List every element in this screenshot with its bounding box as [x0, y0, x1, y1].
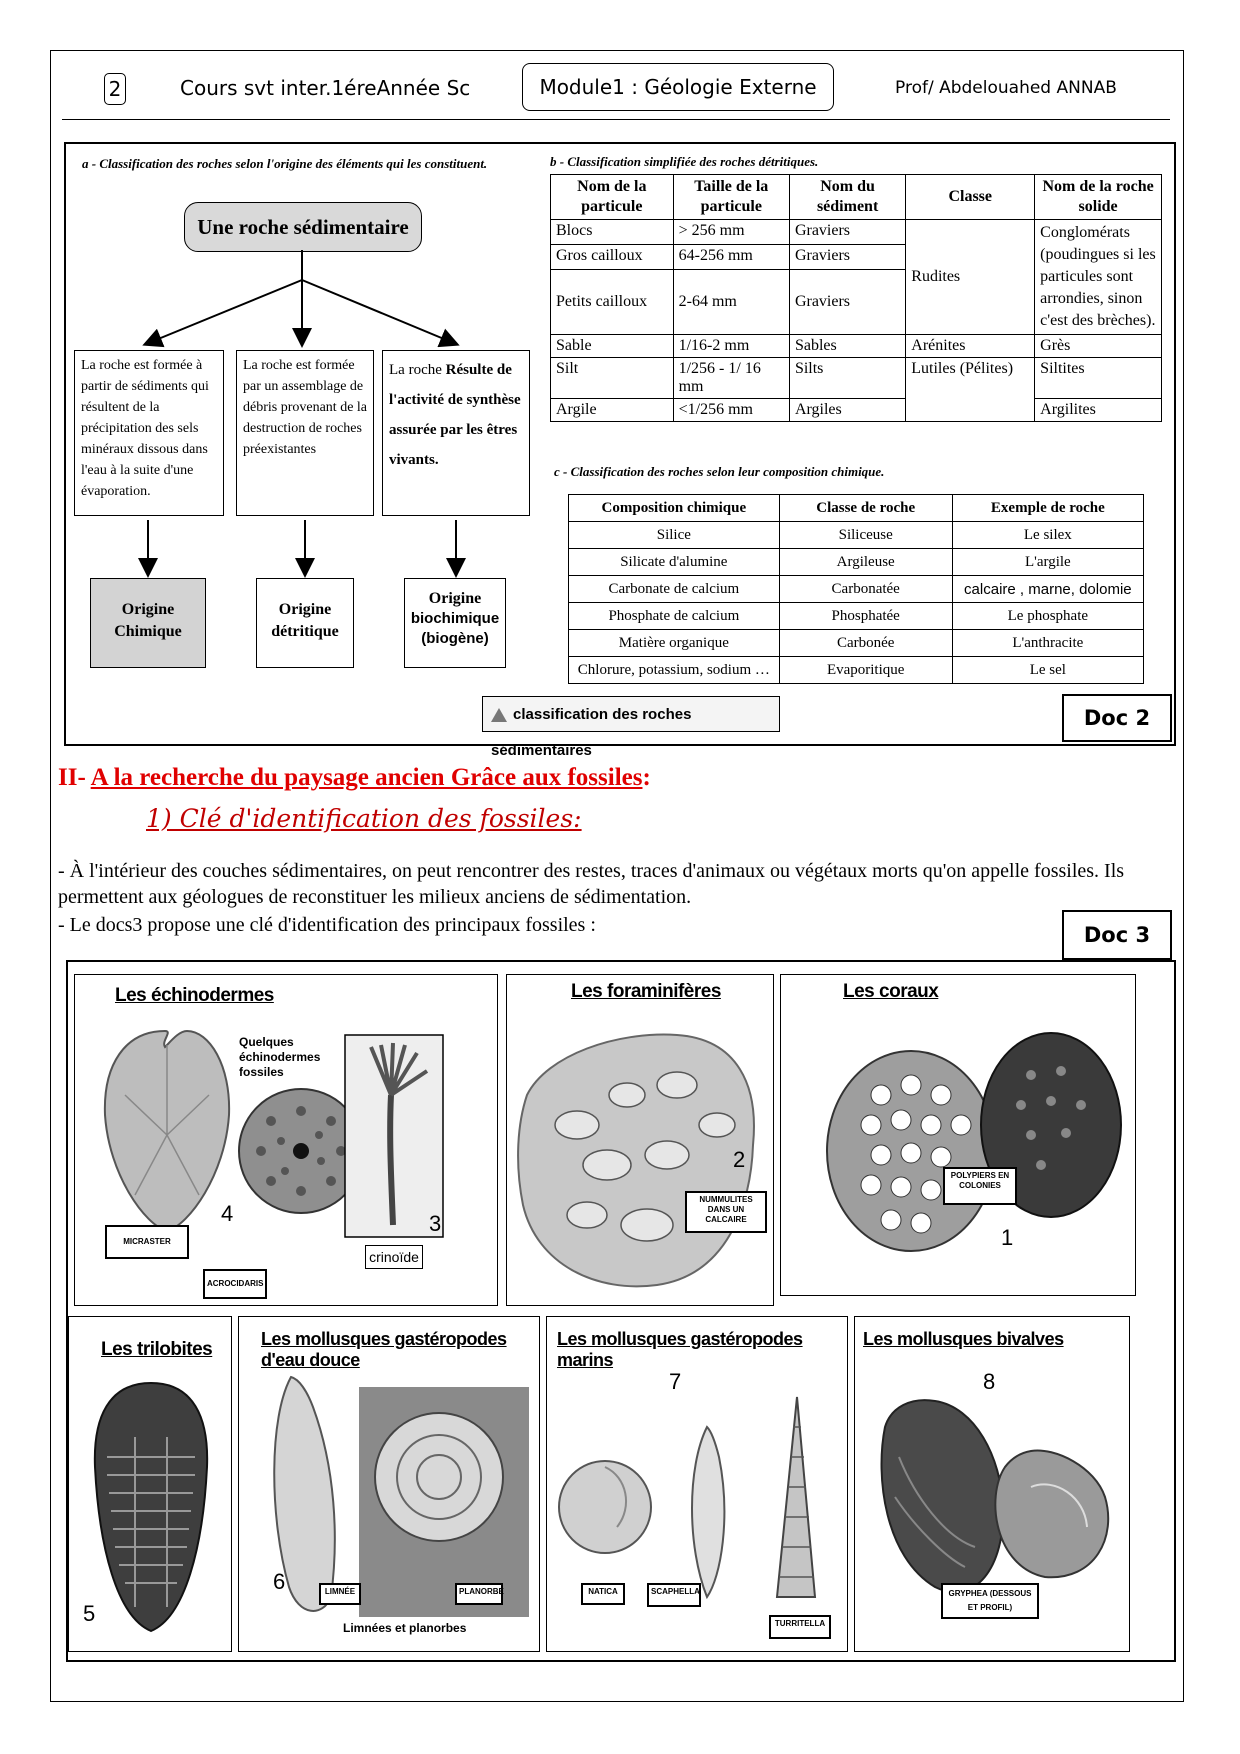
label-acrocidaris: ACROCIDARIS	[203, 1269, 267, 1299]
cell: Le silex	[952, 522, 1143, 549]
section-title: A la recherche du paysage ancien Grâce aux fossiles	[90, 764, 643, 791]
label-gryphea: GRYPHEA (DESSOUS ET PROFIL)	[941, 1583, 1039, 1619]
cell: L'argile	[952, 549, 1143, 576]
desc-chimique: La roche est formée à partir de sédiments qui résultent de la précipitation des sels minéraux dissous dans l'eau à la suite d'une évaporation.	[74, 350, 224, 516]
section-heading	[58, 764, 651, 792]
cell: Gros cailloux	[551, 245, 674, 270]
origin3-b: biochimique (biogène)	[410, 610, 500, 647]
number-7: 7	[669, 1369, 682, 1394]
origin3-a: Origine	[428, 590, 482, 607]
doc2-figure	[64, 142, 1176, 759]
course-title: Cours svt inter.1éreAnnée Sc	[180, 76, 471, 100]
cell: Evaporitique	[779, 657, 952, 684]
trilobite-icon	[95, 1383, 207, 1631]
cell: calcaire , marne, dolomie	[952, 576, 1143, 603]
subsection-heading: 1) Clé d'identification des fossiles:	[146, 804, 582, 833]
rock-icon	[518, 1035, 754, 1287]
cell: 2-64 mm	[673, 270, 789, 335]
acrocidaris-center-icon	[293, 1143, 309, 1159]
desc-biochimique	[382, 350, 530, 516]
coral-illustration	[781, 975, 1136, 1296]
number-5: 5	[83, 1601, 96, 1626]
origin-biochimique	[404, 578, 506, 668]
module-title: Module1 : Géologie Externe	[522, 63, 834, 111]
panel-bivalves	[854, 1316, 1130, 1652]
cell-argilites: Argilites	[1035, 399, 1162, 422]
panel-coraux	[780, 974, 1136, 1296]
root-box: Une roche sédimentaire	[184, 202, 422, 252]
warning-icon	[491, 708, 507, 722]
cell: Argile	[551, 399, 674, 422]
cell: Argileuse	[779, 549, 952, 576]
cell: Carbonate de calcium	[569, 576, 780, 603]
label-scaphella: SCAPHELLA	[647, 1583, 701, 1607]
th-classe: Classe	[906, 175, 1035, 220]
number-1: 1	[1001, 1225, 1014, 1250]
number-4: 4	[221, 1201, 234, 1226]
panel-echinodermes	[74, 974, 498, 1306]
th-taille: Taille de la particule	[673, 175, 789, 220]
label-turritella: TURRITELLA	[769, 1615, 831, 1639]
table-chimique	[568, 494, 1144, 684]
cell: Carbonée	[779, 630, 952, 657]
caption-a: a - Classification des roches selon l'origine des éléments qui les constituent.	[82, 156, 488, 171]
title-trilobites: Les trilobites	[101, 1339, 213, 1360]
cell: Siliceuse	[779, 522, 952, 549]
desc3-bold: Résulte de l'activité de synthèse assurée par les êtres vivants.	[389, 362, 521, 468]
th-sediment: Nom du sédiment	[789, 175, 905, 220]
cell: Graviers	[789, 270, 905, 335]
caption-limnees: Limnées et planorbes	[343, 1621, 467, 1635]
th-nom-particule: Nom de la particule	[551, 175, 674, 220]
label-limnee: LIMNÉE	[319, 1583, 361, 1605]
section-colon: :	[642, 764, 651, 791]
cell-rudites: Rudites	[906, 220, 1035, 335]
caption-b: b - Classification simplifiée des roches détritiques.	[550, 154, 819, 169]
cell: Le sel	[952, 657, 1143, 684]
number-8: 8	[983, 1369, 996, 1394]
label-natica: NATICA	[581, 1583, 625, 1605]
prof-name: Prof/ Abdelouahed ANNAB	[895, 78, 1117, 98]
desc3-start: La roche	[389, 362, 446, 378]
cell: Graviers	[789, 220, 905, 245]
title-coraux: Les coraux	[843, 981, 939, 1002]
cell: > 256 mm	[673, 220, 789, 245]
foraminifera-illustration	[507, 975, 774, 1306]
cell: Petits cailloux	[551, 270, 674, 335]
cell: 64-256 mm	[673, 245, 789, 270]
cell: Carbonatée	[779, 576, 952, 603]
scaphella-icon	[692, 1427, 724, 1597]
cell: Silice	[569, 522, 780, 549]
label-planorbe: PLANORBE	[455, 1583, 503, 1605]
cell: Silicate d'alumine	[569, 549, 780, 576]
crinoid-stem-icon	[390, 1095, 393, 1225]
origin-detritique: Origine détritique	[256, 578, 354, 668]
origin-chimique: Origine Chimique	[90, 578, 206, 668]
cell: Blocs	[551, 220, 674, 245]
gryphea-icon	[882, 1400, 1004, 1592]
figure-caption: classification des roches sédimentaires	[491, 706, 692, 759]
title-bivalves: Les mollusques bivalves	[863, 1329, 1064, 1349]
cell-gres: Grès	[1035, 335, 1162, 358]
cell: Phosphate de calcium	[569, 603, 780, 630]
caption-c: c - Classification des roches selon leur composition chimique.	[554, 464, 885, 479]
th-exemple: Exemple de roche	[952, 495, 1143, 522]
natica-icon	[559, 1461, 651, 1553]
panel-trilobites	[68, 1316, 232, 1652]
section-prefix: II-	[58, 764, 91, 791]
panel-gasteropodes-marins	[546, 1316, 848, 1652]
gryphea-profile-icon	[995, 1450, 1108, 1577]
label-crinoide: crinoïde	[365, 1245, 423, 1269]
number-6: 6	[273, 1569, 286, 1594]
cell: 1/16-2 mm	[673, 335, 789, 358]
label-polypiers: POLYPIERS EN COLONIES	[943, 1167, 1017, 1205]
cell: Silts	[789, 358, 905, 399]
paragraph-1: - À l'intérieur des couches sédimentaires, on peut rencontrer des restes, traces d'animaux ou végétaux morts qu'on appelle fossiles. Ils permettent aux géologues de reconstituer les milieux anciens de sédimentation.	[58, 860, 1125, 908]
paragraph-2: - Le docs3 propose une clé d'identification des principaux fossiles :	[58, 914, 596, 936]
header-rule	[62, 119, 1170, 120]
cell-lutiles: Lutiles (Pélites)	[906, 358, 1035, 422]
doc3-figure	[66, 960, 1176, 1662]
cell-conglomerats: Conglomérats (poudingues si les particules sont arrondies, sinon c'est des brèches).	[1035, 220, 1162, 335]
cell: 1/256 - 1/ 16 mm	[673, 358, 789, 399]
title-gasteropodes-marins: Les mollusques gastéropodes marins	[557, 1329, 803, 1370]
number-3: 3	[429, 1211, 442, 1236]
table-detritiques	[550, 174, 1162, 422]
panel-gasteropodes-douce	[238, 1316, 540, 1652]
title-echinodermes: Les échinodermes	[115, 985, 274, 1006]
cell: Graviers	[789, 245, 905, 270]
cell-siltites: Siltites	[1035, 358, 1162, 399]
figure-caption-box	[482, 696, 780, 759]
note-echinodermes: Quelques échinodermes fossiles	[239, 1035, 321, 1079]
number-2: 2	[733, 1147, 746, 1172]
cell: Sables	[789, 335, 905, 358]
cell: Phosphatée	[779, 603, 952, 630]
cell: Matière organique	[569, 630, 780, 657]
cell: Chlorure, potassium, sodium …	[569, 657, 780, 684]
title-gasteropodes-douce: Les mollusques gastéropodes d'eau douce	[261, 1329, 507, 1370]
th-roche: Nom de la roche solide	[1035, 175, 1162, 220]
cell: <1/256 mm	[673, 399, 789, 422]
doc3-label: Doc 3	[1062, 910, 1172, 960]
page-number: 2	[104, 73, 126, 105]
desc-detritique: La roche est formée par un assemblage de débris provenant de la destruction de roches préexistantes	[236, 350, 374, 516]
label-micraster: MICRASTER	[105, 1225, 189, 1259]
cell: Le phosphate	[952, 603, 1143, 630]
label-nummulites: NUMMULITES DANS UN CALCAIRE	[685, 1191, 767, 1233]
planorbe-icon	[375, 1413, 503, 1541]
cell: Argiles	[789, 399, 905, 422]
cell-arenites: Arénites	[906, 335, 1035, 358]
panel-foraminiferes	[506, 974, 774, 1306]
th-composition: Composition chimique	[569, 495, 780, 522]
cell: Sable	[551, 335, 674, 358]
doc2-label: Doc 2	[1062, 694, 1172, 742]
cell: Silt	[551, 358, 674, 399]
title-foraminiferes: Les foraminifères	[571, 981, 721, 1002]
th-classe-roche: Classe de roche	[779, 495, 952, 522]
cell: L'anthracite	[952, 630, 1143, 657]
